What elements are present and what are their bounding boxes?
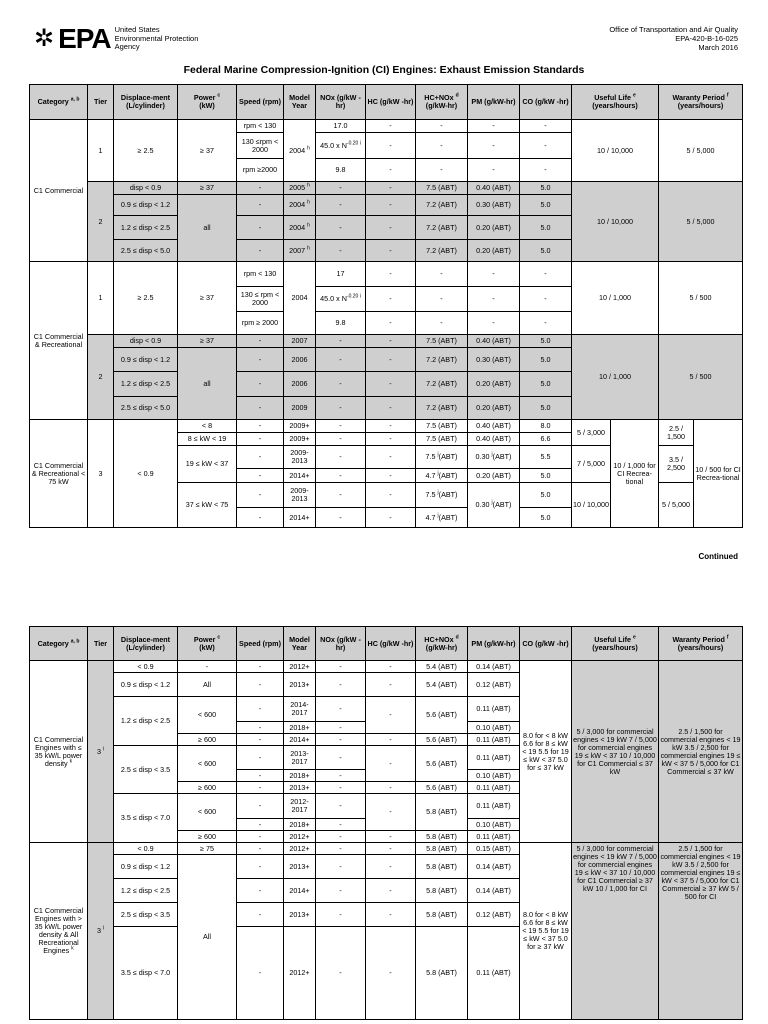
- col-displacement: Displace-ment (L/cylinder): [114, 85, 178, 120]
- col-tier: Tier: [88, 85, 114, 120]
- header-row: [30, 85, 743, 120]
- table-row: 2.5 ≤ disp < 3.5 - 2013+ - - 5.8 (ABT) 0.12 (ABT): [30, 903, 743, 927]
- epa-wordmark: EPA: [58, 23, 111, 54]
- table-row: 37 ≤ kW < 75 - 2009-2013 - - 7.5 $^j$(ABT) 0.30 $^j$(ABT) 5.0 10 / 10,000 5 / 5,000: [30, 483, 743, 508]
- table-row: 3.5 ≤ disp < 7.0 < 600 - 2012-2017 - - 5.8 (ABT) 0.11 (ABT): [30, 794, 743, 819]
- table-row: C1 Commercial & Recreational < 75 kW 3 < 0.9 < 8 - 2009+ - - 7.5 (ABT) 0.40 (ABT) 8.0 5 / 3,000 10 / 1,000 for CI Recrea-tional 2.5 / 1,500 10 / 500 for CI Recrea-tional: [30, 420, 743, 433]
- continued-label: Continued: [698, 552, 738, 561]
- standards-table-1: [29, 84, 743, 528]
- table-row: 0.9 ≤ disp < 1.2 all - 2004 $^h$ - - 7.2 (ABT) 0.30 (ABT) 5.0: [30, 195, 743, 216]
- agency-name: United States Environmental Protection Agency: [114, 25, 199, 52]
- category-cell: C1 Commercial Engines with ≤ 35 kW/L power density $^k$: [30, 661, 88, 843]
- table-row: rpm ≥2000 9.8 - - - -: [30, 159, 743, 182]
- table-row: - 2014+ - - 4.7 $^j$(ABT) 5.0: [30, 508, 743, 528]
- category-cell: C1 Commercial: [30, 120, 88, 262]
- col-hc: HC (g/kW -hr): [366, 627, 416, 661]
- table-row: C1 Commercial Engines with > 35 kW/L power density & All Recreational Engines $^k$ 3 $^l$ < 0.9 ≥ 75 - 2012+ - - 5.8 (ABT) 0.15 (ABT) 8.0 for < 8 kW 6.6 for 8 ≤ kW < 19 5.5 for 19 ≤ kW < 37 5.0 for ≥ 37 kW 5 / 3,000 for commercial engines < 19 kW 7 / 5,000 for commercial engines 19 ≤ kW < 37 10 / 10,000 for C1 Commercial ≥ 37 kW 10 / 1,000 for CI 2.5 / 1,500 for commercial engines < 19 kW 3.5 / 2,500 for commercial engines 19 ≤ kW < 37 5 / 5,000 for C1 Commercial ≥ 37 kW 5 / 500 for CI: [30, 843, 743, 855]
- col-model-year: Model Year: [284, 627, 316, 661]
- table-row: - 2014+ - - 4.7 $^j$(ABT) 0.20 (ABT) 5.0: [30, 469, 743, 483]
- col-category: Category $^{a, b}$: [30, 85, 88, 120]
- category-cell: C1 Commercial & Recreational: [30, 262, 88, 420]
- table-row: 2.5 ≤ disp < 3.5 < 600 - 2013-2017 - - 5.6 (ABT) 0.11 (ABT): [30, 746, 743, 770]
- table-row: ≥ 600 - 2012+ - - 5.8 (ABT) 0.11 (ABT): [30, 831, 743, 843]
- standards-table-2: [29, 626, 743, 1020]
- col-pm: PM (g/kW-hr): [468, 85, 520, 120]
- col-useful-life: Useful Life $^e$ (years/hours): [572, 85, 659, 120]
- office-info: Office of Transportation and Air Quality EPA-420-B-16-025 March 2016: [609, 25, 738, 52]
- table-row: 130 ≤ rpm < 2000 45.0 x $N^{-0.20 i}$ - - - -: [30, 287, 743, 312]
- table-row: ≥ 600 - 2014+ - - 5.6 (ABT) 0.11 (ABT): [30, 734, 743, 746]
- table-row: - 2018+ - 0.10 (ABT): [30, 770, 743, 782]
- table-row: 1.2 ≤ disp < 2.5 - 2014+ - - 5.8 (ABT) 0.14 (ABT): [30, 879, 743, 903]
- table-row: 3.5 ≤ disp < 7.0 - 2012+ - - 5.8 (ABT) 0.11 (ABT): [30, 927, 743, 1020]
- header-row: [30, 627, 743, 661]
- table-row: C1 Commercial & Recreational 1 ≥ 2.5 ≥ 37 rpm < 130 2004 17 - - - - 10 / 1,000 5 / 500: [30, 262, 743, 287]
- table-row: 1.2 ≤ disp < 2.5 - 2006 - - 7.2 (ABT) 0.20 (ABT) 5.0: [30, 372, 743, 397]
- table-row: 0.9 ≤ disp < 1.2 All - 2013+ - - 5.4 (ABT) 0.12 (ABT): [30, 673, 743, 697]
- col-power: Power $^c$ (kW): [178, 85, 237, 120]
- epa-logo: [34, 23, 199, 54]
- col-co: CO (g/kW -hr): [520, 627, 572, 661]
- col-model-year: Model Year: [284, 85, 316, 120]
- table-row: 2 disp < 0.9 ≥ 37 - 2007 - - 7.5 (ABT) 0.40 (ABT) 5.0 10 / 1,000 5 / 500: [30, 335, 743, 348]
- col-pm: PM (g/kW-hr): [468, 627, 520, 661]
- epa-flower-icon: ✲: [34, 25, 55, 52]
- col-co: CO (g/kW -hr): [520, 85, 572, 120]
- col-displacement: Displace-ment (L/cylinder): [114, 627, 178, 661]
- table-row: - 2018+ - 0.10 (ABT): [30, 819, 743, 831]
- table-row: 2.5 ≤ disp < 5.0 - 2007 $^h$ - - 7.2 (ABT) 0.20 (ABT) 5.0: [30, 240, 743, 262]
- col-hcnox: HC+NOx $^d$ (g/kW-hr): [416, 627, 468, 661]
- col-warranty: Waranty Period $^f$ (years/hours): [659, 627, 743, 661]
- table-row: 1.2 ≤ disp < 2.5 < 600 - 2014-2017 - - 5.6 (ABT) 0.11 (ABT): [30, 697, 743, 722]
- table-row: 8 ≤ kW < 19 - 2009+ - - 7.5 (ABT) 0.40 (ABT) 6.6: [30, 433, 743, 446]
- table-row: 2 disp < 0.9 ≥ 37 - 2005 $^h$ - - 7.5 (ABT) 0.40 (ABT) 5.0 10 / 10,000 5 / 5,000: [30, 182, 743, 195]
- table-row: 0.9 ≤ disp < 1.2 all - 2006 - - 7.2 (ABT) 0.30 (ABT) 5.0: [30, 348, 743, 372]
- col-hc: HC (g/kW -hr): [366, 85, 416, 120]
- category-cell: C1 Commercial Engines with > 35 kW/L power density & All Recreational Engines $^k$: [30, 843, 88, 1020]
- col-speed: Speed (rpm): [237, 627, 284, 661]
- col-category: Category $^{a, b}$: [30, 627, 88, 661]
- table-row: 19 ≤ kW < 37 - 2009-2013 - - 7.5 $^j$(ABT) 0.30 $^j$(ABT) 5.5 7 / 5,000 3.5 / 2,500: [30, 446, 743, 469]
- col-speed: Speed (rpm): [237, 85, 284, 120]
- table-row: - 2018+ - 0.10 (ABT): [30, 722, 743, 734]
- col-useful-life: Useful Life $^e$ (years/hours): [572, 627, 659, 661]
- table-row: 130 ≤rpm < 2000 45.0 x $N^{-0.20 i}$ - - - -: [30, 133, 743, 159]
- table-row: ≥ 600 - 2013+ - - 5.6 (ABT) 0.11 (ABT): [30, 782, 743, 794]
- col-hcnox: HC+NOx $^d$ (g/kW-hr): [416, 85, 468, 120]
- table-row: 2.5 ≤ disp < 5.0 - 2009 - - 7.2 (ABT) 0.20 (ABT) 5.0: [30, 397, 743, 420]
- table-row: 1.2 ≤ disp < 2.5 - 2004 $^h$ - - 7.2 (ABT) 0.20 (ABT) 5.0: [30, 216, 743, 240]
- table-row: C1 Commercial Engines with ≤ 35 kW/L power density $^k$ 3 $^l$ < 0.9 - - 2012+ - - 5.4 (ABT) 0.14 (ABT) 8.0 for < 8 kW 6.6 for 8 ≤ kW < 19 5.5 for 19 ≤ kW < 37 5.0 for ≤ 37 kW 5 / 3,000 for commercial engines < 19 kW 7 / 5,000 for commercial engines 19 ≤ kW < 37 10 / 10,000 for C1 Commercial ≤ 37 kW 2.5 / 1,500 for commercial engines < 19 kW 3.5 / 2,500 for commercial engines 19 ≤ kW < 37 5 / 5,000 for C1 Commercial ≤ 37 kW: [30, 661, 743, 673]
- table-row: rpm ≥ 2000 9.8 - - - -: [30, 312, 743, 335]
- page-title: Federal Marine Compression-Ignition (CI) Engines: Exhaust Emission Standards: [183, 64, 585, 76]
- col-nox: NOx (g/kW -hr): [316, 85, 366, 120]
- col-warranty: Waranty Period $^f$ (years/hours): [659, 85, 743, 120]
- category-cell: C1 Commercial & Recreational < 75 kW: [30, 420, 88, 528]
- table-row: C1 Commercial 1 ≥ 2.5 ≥ 37 rpm < 130 2004 $^h$ 17.0 - - - - 10 / 10,000 5 / 5,000: [30, 120, 743, 133]
- col-nox: NOx (g/kW -hr): [316, 627, 366, 661]
- table-row: 0.9 ≤ disp < 1.2 All - 2013+ - - 5.8 (ABT) 0.14 (ABT): [30, 855, 743, 879]
- col-tier: Tier: [88, 627, 114, 661]
- col-power: Power $^c$ (kW): [178, 627, 237, 661]
